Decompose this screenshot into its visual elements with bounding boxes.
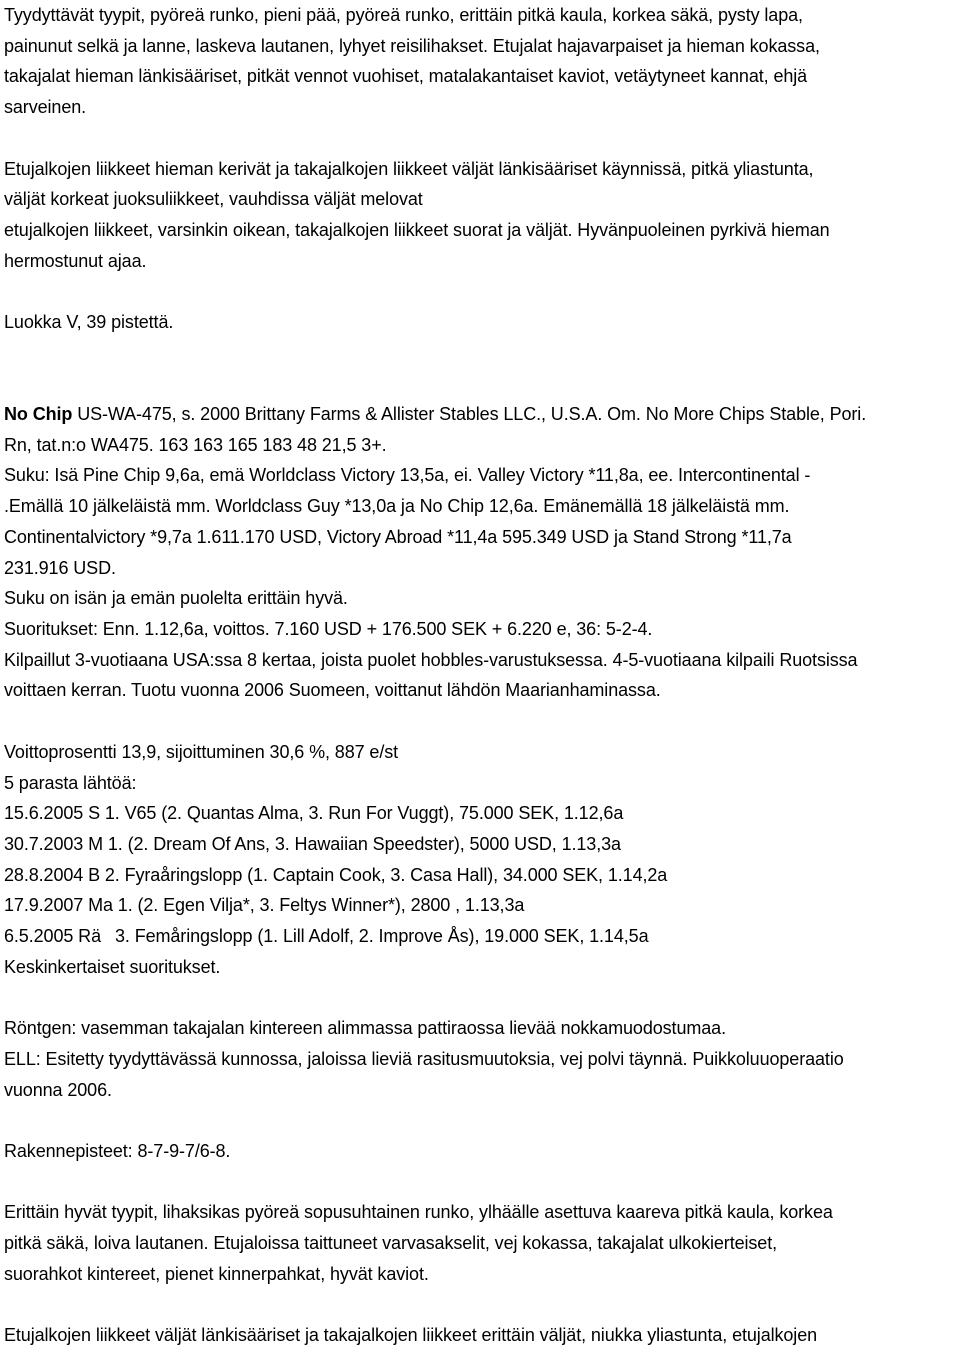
- spacer: [4, 338, 956, 369]
- text-line: Rn, tat.n:o WA475. 163 163 165 183 48 21,5 3+.: [4, 434, 387, 455]
- text-line: Kilpaillut 3-vuotiaana USA:ssa 8 kertaa, joista puolet hobbles-varustuksessa. 4-5-vuotiaana kilpaili Ruotsissa: [4, 649, 858, 670]
- text-line: etujalkojen liikkeet, varsinkin oikean, takajalkojen liikkeet suorat ja väljät. Hyvänpuoleinen pyrkivä hieman: [4, 219, 830, 240]
- race-details: 3. Femåringslopp (1. Lill Adolf, 2. Improve Ås), 19.000 SEK, 1.14,5a: [114, 926, 649, 947]
- text-line: 231.916 USD.: [4, 557, 116, 578]
- horse-name: No Chip: [4, 404, 73, 425]
- race-row: [4, 921, 956, 952]
- text-line: Erittäin hyvät tyypit, lihaksikas pyöreä sopusuhtainen runko, ylhäälle asettuva kaareva pitkä kaula, korkea: [4, 1202, 833, 1223]
- text-line: .Emällä 10 jälkeläistä mm. Worldclass Guy *13,0a ja No Chip 12,6a. Emänemällä 18 jälkeläistä mm.: [4, 496, 790, 517]
- paragraph-conformation-2: [4, 1197, 956, 1289]
- text-line: pitkä säkä, loiva lautanen. Etujaloissa taittuneet varvasakselit, vej kokassa, takajalat ulkokierteiset,: [4, 1233, 778, 1253]
- text-line: Etujalkojen liikkeet väljät länkisääriset ja takajalkojen liikkeet erittäin väljät, niukka yliastunta, etujalkojen: [4, 1325, 818, 1346]
- text-line: painunut selkä ja lanne, laskeva lautanen, lyhyet reisilihakset. Etujalat hajavarpaiset ja hieman kokassa,: [4, 35, 820, 56]
- ell-line: vuonna 2006.: [4, 1079, 112, 1100]
- race-row: 17.9.2007 Ma 1. (2. Egen Vilja*, 3. Feltys Winner*), 2800 , 1.13,3a: [4, 895, 525, 916]
- text-line: Suku on isän ja emän puolelta erittäin hyvä.: [4, 588, 348, 609]
- text-line: suorahkot kintereet, pienet kinnerpahkat, hyvät kaviot.: [4, 1263, 429, 1284]
- race-row: 15.6.2005 S 1. V65 (2. Quantas Alma, 3. Run For Vuggt), 75.000 SEK, 1.12,6a: [4, 803, 624, 824]
- spacer: [4, 368, 956, 399]
- race-stats: [4, 737, 956, 983]
- spacer: [4, 1289, 956, 1320]
- best-races-title: 5 parasta lähtöä:: [4, 772, 137, 793]
- text-line: takajalat hieman länkisääriset, pitkät vennot vuohiset, matalakantaiset kaviot, vetäytyneet kannat, ehjä: [4, 66, 808, 87]
- spacer: [4, 982, 956, 1013]
- text-line: Suoritukset: Enn. 1.12,6a, voittos. 7.160 USD + 176.500 SEK + 6.220 e, 36: 5-2-4.: [4, 619, 653, 639]
- horse-header-line: [4, 399, 956, 430]
- points-line: Rakennepisteet: 8-7-9-7/6-8.: [4, 1140, 231, 1161]
- paragraph-conformation: [4, 0, 956, 123]
- horse-entry: [4, 399, 956, 706]
- race-row: 30.7.2003 M 1. (2. Dream Of Ans, 3. Hawaiian Speedster), 5000 USD, 1.13,3a: [4, 833, 621, 854]
- spacer: [4, 1167, 956, 1198]
- text-line: hermostunut ajaa.: [4, 250, 147, 271]
- text-line: Etujalkojen liikkeet hieman kerivät ja takajalkojen liikkeet väljät länkisääriset käynnissä, pitkä yliastunta,: [4, 158, 814, 179]
- text-line: Tyydyttävät tyypit, pyöreä runko, pieni pää, pyöreä runko, erittäin pitkä kaula, korkea säkä, pysty lapa,: [4, 5, 803, 25]
- win-percentage-line: Voittoprosentti 13,9, sijoittuminen 30,6 %, 887 e/st: [4, 741, 399, 762]
- document-page: [4, 0, 956, 1351]
- text-line: Suku: Isä Pine Chip 9,6a, emä Worldclass Victory 13,5a, ei. Valley Victory *11,8a, ee. Intercontinental -: [4, 465, 811, 486]
- spacer: [4, 123, 956, 154]
- horse-header-rest: US-WA-475, s. 2000 Brittany Farms & Allister Stables LLC., U.S.A. Om. No More Chips Stable, Pori.: [72, 404, 867, 425]
- xray-line: Röntgen: vasemman takajalan kintereen alimmassa pattiraossa lievää nokkamuodostumaa.: [4, 1018, 726, 1039]
- ell-line: ELL: Esitetty tyydyttävässä kunnossa, jaloissa lieviä rasitusmuutoksia, vej polvi täynnä. Puikkoluuoperaatio: [4, 1048, 844, 1069]
- paragraph-movement: [4, 154, 956, 277]
- text-line: voittaen kerran. Tuotu vuonna 2006 Suomeen, voittanut lähdön Maarianhaminassa.: [4, 680, 661, 701]
- text-line: väljät korkeat juoksuliikkeet, vauhdissa väljät melovat: [4, 189, 423, 210]
- health-notes: [4, 1013, 956, 1105]
- race-row: 28.8.2004 B 2. Fyraåringslopp (1. Captain Cook, 3. Casa Hall), 34.000 SEK, 1.14,2a: [4, 864, 668, 885]
- race-date: 6.5.2005 Rä: [4, 926, 101, 947]
- text-line: Continentalvictory *9,7a 1.611.170 USD, Victory Abroad *11,4a 595.349 USD ja Stand Strong *11,7a: [4, 526, 792, 547]
- spacer: [4, 706, 956, 737]
- spacer: [4, 1105, 956, 1136]
- text-line: sarveinen.: [4, 97, 87, 118]
- spacer: [4, 276, 956, 307]
- class-line: Luokka V, 39 pistettä.: [4, 312, 174, 332]
- races-summary: Keskinkertaiset suoritukset.: [4, 956, 221, 977]
